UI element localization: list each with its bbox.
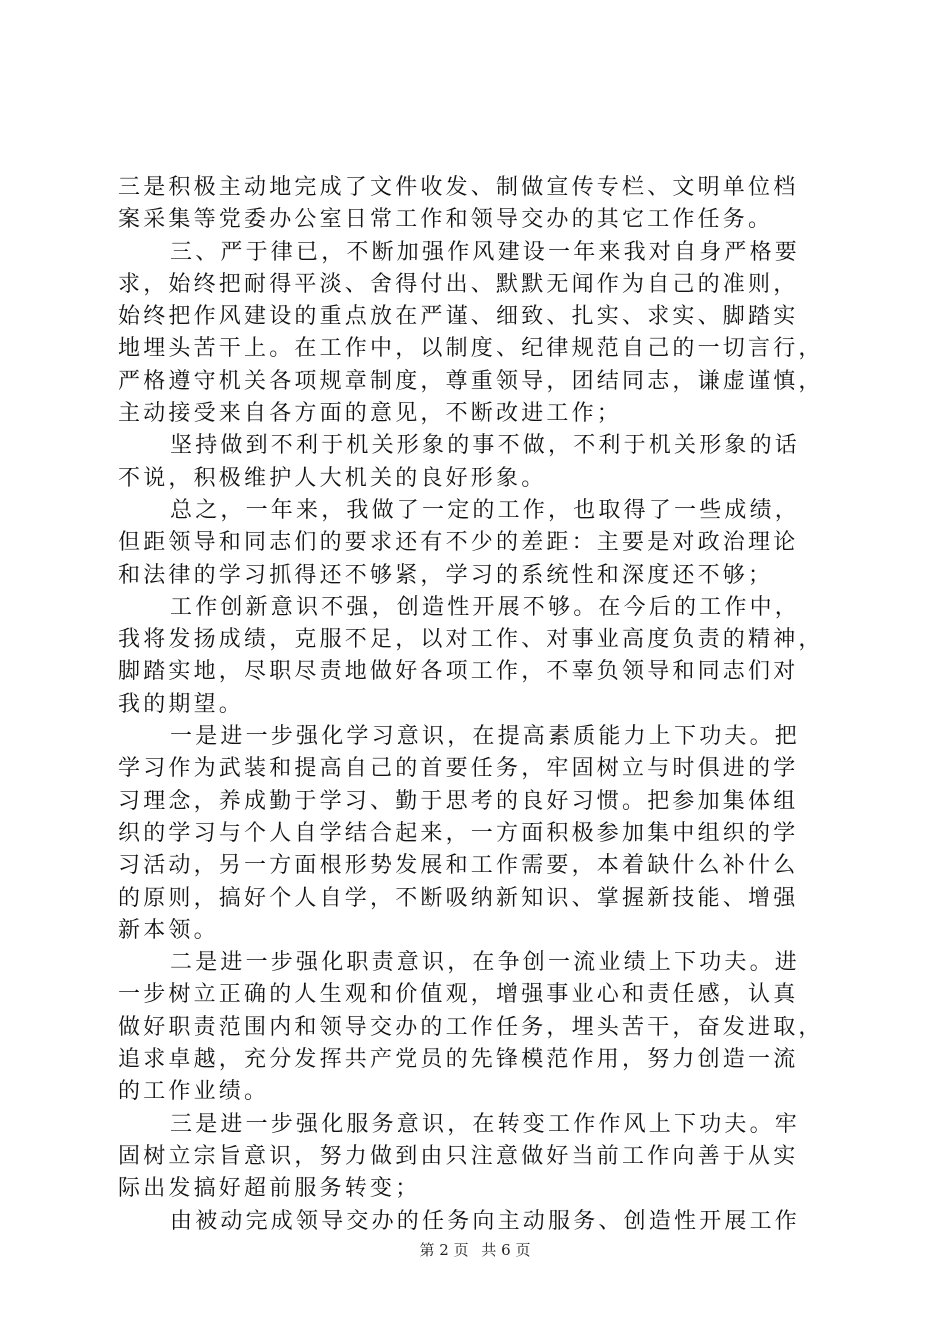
text-line: 但距领导和同志们的要求还有不少的差距：主要是对政治理论 xyxy=(118,530,799,556)
text-line: 织的学习与个人自学结合起来，一方面积极参加集中组织的学 xyxy=(118,820,799,846)
text-line: 始终把作风建设的重点放在严谨、细致、扎实、求实、脚踏实 xyxy=(118,304,799,330)
text-line: 一是进一步强化学习意识，在提高素质能力上下功夫。把 xyxy=(170,724,801,750)
text-line: 脚踏实地，尽职尽责地做好各项工作，不辜负领导和同志们对 xyxy=(118,659,799,685)
page-total: 共 6 页 xyxy=(481,1241,531,1259)
text-line: 学习作为武装和提高自己的首要任务，牢固树立与时俱进的学 xyxy=(118,756,799,782)
text-line: 三、严于律已，不断加强作风建设一年来我对自身严格要 xyxy=(170,239,801,265)
text-line: 我将发扬成绩，克服不足，以对工作、对事业高度负责的精神， xyxy=(118,627,824,653)
text-line: 不说，积极维护人大机关的良好形象。 xyxy=(118,465,547,491)
text-line: 做好职责范围内和领导交办的工作任务，埋头苦干，奋发进取， xyxy=(118,1014,824,1040)
text-line: 的工作业绩。 xyxy=(118,1079,270,1105)
text-line: 由被动完成领导交办的任务向主动服务、创造性开展工作 xyxy=(170,1208,801,1234)
document-body xyxy=(118,172,836,1238)
text-line: 新本领。 xyxy=(118,917,219,943)
text-line: 主动接受来自各方面的意见，不断改进工作； xyxy=(118,401,623,427)
text-line: 的原则，搞好个人自学，不断吸纳新知识、掌握新技能、增强 xyxy=(118,885,799,911)
text-line: 和法律的学习抓得还不够紧，学习的系统性和深度还不够； xyxy=(118,562,774,588)
text-line: 案采集等党委办公室日常工作和领导交办的其它工作任务。 xyxy=(118,207,774,233)
page-footer xyxy=(0,1240,950,1260)
text-line: 我的期望。 xyxy=(118,691,245,717)
text-line: 际出发搞好超前服务转变； xyxy=(118,1176,421,1202)
text-line: 二是进一步强化职责意识，在争创一流业绩上下功夫。进 xyxy=(170,950,801,976)
text-line: 工作创新意识不强，创造性开展不够。在今后的工作中， xyxy=(170,594,801,620)
text-line: 固树立宗旨意识，努力做到由只注意做好当前工作向善于从实 xyxy=(118,1143,799,1169)
text-line: 追求卓越，充分发挥共产党员的先锋模范作用，努力创造一流 xyxy=(118,1047,799,1073)
text-line: 习活动，另一方面根形势发展和工作需要，本着缺什么补什么 xyxy=(118,853,799,879)
text-line: 总之，一年来，我做了一定的工作，也取得了一些成绩， xyxy=(170,497,801,523)
text-line: 严格遵守机关各项规章制度，尊重领导，团结同志，谦虚谨慎， xyxy=(118,368,824,394)
text-line: 地埋头苦干上。在工作中，以制度、纪律规范自己的一切言行， xyxy=(118,336,824,362)
page-number: 第 2 页 xyxy=(419,1241,469,1259)
text-line: 三是进一步强化服务意识，在转变工作作风上下功夫。牢 xyxy=(170,1111,801,1137)
text-line: 一步树立正确的人生观和价值观，增强事业心和责任感，认真 xyxy=(118,982,799,1008)
text-line: 坚持做到不利于机关形象的事不做，不利于机关形象的话 xyxy=(170,433,801,459)
text-line: 三是积极主动地完成了文件收发、制做宣传专栏、文明单位档 xyxy=(118,175,799,200)
text-line: 求，始终把耐得平淡、舍得付出、默默无闻作为自己的准则， xyxy=(118,271,799,297)
text-line: 习理念，养成勤于学习、勤于思考的良好习惯。把参加集体组 xyxy=(118,788,799,814)
